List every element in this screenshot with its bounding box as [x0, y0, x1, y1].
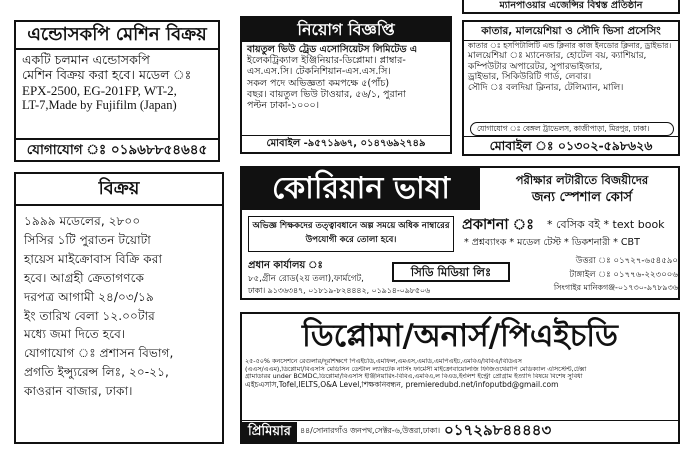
visa-line-5: সৌদি ঃ বলদিয়া ক্লিনার, টেলিম্যান, মালি।: [468, 82, 624, 93]
endoscopy-model-1: EPX-2500, EG-201FP, WT-2,: [22, 82, 177, 98]
sale-ad: [14, 172, 224, 444]
korean-branch-1: উত্তরা ঃ ০১৭২৭-৬৫৪৫৯০: [575, 256, 678, 266]
korean-books-line-2: * প্রশ্নব্যাংক * মডেল টেস্ট * ডিকশনারী * CBT: [464, 237, 640, 248]
sale-line-1: ১৯৯৯ মডেলের, ২৮০০: [24, 214, 141, 228]
top-strip-text: ম্যানপাওয়ার এজেন্সির বিশ্বস্ত প্রতিষ্ঠান: [499, 0, 643, 11]
visa-line-2: মালয়েশিয়া ঃ ম্যানেজার, হোটেল বয়, ক্যাশিয়ার,: [468, 50, 647, 61]
korean-office-address: ৮৫,গ্রীন রোড(২য় তলা),ফার্মগেট,: [248, 274, 364, 284]
diploma-title: ডিপ্লোমা/অনার্স/পিএইচডি: [242, 314, 678, 358]
korean-publication-label: প্রকাশনা ঃ: [462, 217, 534, 233]
endoscopy-line-2: মেশিন বিক্রয় করা হবে। মডেল ঃ: [22, 66, 192, 82]
diploma-footer-phone: ০১৭২৯৮৪৪৪৪৩: [444, 421, 552, 439]
recruitment-line-3: এস.এস.সি। টেকনিশিয়ান-এস.এস.সি।: [247, 66, 391, 78]
endoscopy-line-1: একটি চলমান এন্ডোসকপি: [22, 52, 150, 67]
diploma-line-2: (এএস/এএম),ডিপ্লোমা/বিএসসি মেডিসিন ডেন্টাল ল্যাবটেক নার্সিং ফার্মেসী মাইক্রোবায়োলজি ফিজিওথেরাপি মেডিক্যাল এসিস্টেন্ট,টেক্সা: [245, 365, 587, 373]
visa-line-1: কাতার ঃ হসপিটালিটি এন্ড ক্লিনার কাজ ইনডোর ক্লিনার, ড্রাইভার।: [468, 41, 672, 50]
visa-ad: [462, 20, 680, 156]
recruitment-line-1: বায়তুল ভিউ ট্রেড এসোসিয়েটস লিমিটেড এ: [247, 44, 418, 55]
diploma-line-3: গ্রামাডারর under BCMDC,ডিপ্লোমা/বিএসসি ইঞ্জিনিয়ারিং-বিবিএ,এমবিএ,ল বিএড,ইংলিশ ইন্ট্রো প্রোগ্রাম ইত্যাদি বিষয়ে বিশেষ সুবিধা: [245, 373, 583, 381]
diploma-line-1: ২৫-৫০% কনসেশনে রেগুলার/দূরশিক্ষণে পিএইচডি,এমফিল,এমএস,এমডি,এমপিএইচ,এমবিএ/বিবিএ/বিডিএস: [245, 358, 522, 365]
korean-tag-line-2: জন্য স্পেশাল কোর্স: [531, 190, 633, 205]
endoscopy-ad: [14, 20, 220, 162]
korean-branch-3: সিংগাইর মানিকগঞ্জ-০১৭৩০-৯৭৮৯৩৬: [553, 283, 678, 292]
sale-line-8: যোগাযোগ ঃ প্রশাসন বিভাগ,: [24, 346, 174, 361]
recruitment-mobile: মোবাইল -৯৫৭১৯৬৭, ০১৪৭৬৯২৭৪৯: [242, 135, 450, 152]
visa-mobile: মোবাইল ঃ ০১৩০২-৫৯৮৬২৬: [464, 136, 678, 154]
sale-line-10: কাওরান বাজার, ঢাকা।: [24, 384, 133, 399]
korean-branch-2: টাঙ্গাইল ঃ ০১৭৭৬-২২৩০০৬: [569, 270, 678, 280]
visa-line-3: কম্পিউটার অপারেটর, সুপারভাইজার,: [468, 61, 603, 72]
top-strip: [462, 0, 680, 14]
korean-books-line-1: * বেসিক বই * text book: [547, 218, 665, 231]
recruitment-title: নিয়োগ বিজ্ঞপ্তি: [242, 18, 450, 42]
sale-line-6: ইং তারিখ বেলা ১২.০০টার: [24, 308, 155, 323]
sale-line-9: প্রগতি ইন্স্যুরেন্স লিঃ, ২০-২১,: [24, 365, 169, 380]
korean-ad: [240, 166, 680, 300]
korean-title: কোরিয়ান ভাষা: [242, 168, 480, 210]
sale-title: বিক্রয়: [16, 174, 222, 206]
sale-line-5: দরপত্র আগামী ২৪/০৩/১৯: [24, 289, 154, 304]
recruitment-line-4: সকল পদে অভিজ্ঞতা কমপক্ষে ৫(পাঁচ): [247, 77, 390, 89]
sale-line-7: মধ্যে জমা দিতে হবে।: [24, 327, 126, 342]
recruitment-line-6: পল্টন ঢাকা-১০০০।: [247, 100, 320, 112]
korean-teacher-box: অভিজ্ঞ শিক্ষকদের তত্ত্বাবধানে অল্প সময়ে অধিক নাম্বারের উপযোগী করে তোলা হবে।: [248, 216, 454, 252]
korean-tag-line-1: পরীক্ষার লটারীতে বিজয়ীদের: [515, 173, 649, 187]
diploma-footer: [242, 420, 678, 442]
sale-line-2: সিসির ১টি পুরাতন টয়োটা: [24, 232, 151, 247]
visa-line-4: ড্রাইভার, সিকিউরিটি গার্ড, লেবার।: [468, 72, 592, 83]
recruitment-line-2: ইলেকট্রিক্যাল ইঞ্জিনিয়ার-ডিপ্লোমা। প্লাম্বার-: [247, 55, 406, 67]
endoscopy-contact: যোগাযোগ ঃ ০১৯৬৮৮৫৪৬৪৫: [16, 138, 218, 160]
endoscopy-model-2: LT-7,Made by Fujifilm (Japan): [22, 97, 177, 112]
visa-title: কাতার, মালয়েশিয়া ও সৌদি ভিসা প্রসেসিং: [464, 22, 678, 41]
sale-line-4: হবে। আগ্রহী ক্রেতাগণকে: [24, 270, 145, 285]
recruitment-line-5: বছর। বায়তুল ভিউ টাওয়ার, ৫৬/১, পুরানা: [247, 88, 406, 100]
diploma-footer-name: প্রিমিয়ার: [242, 422, 297, 442]
recruitment-ad: [240, 16, 452, 154]
sale-line-3: হায়েস মাইক্রোবাস বিক্রি করা: [24, 251, 163, 266]
korean-center-name: সিডি মিডিয়া লিঃ: [392, 262, 510, 282]
endoscopy-title: এন্ডোসকপি মেশিন বিক্রয়: [16, 22, 218, 50]
diploma-line-4: এইচএসসি,Tofel,IELTS,O&A Level,শিক্ষকনিবন্ধন, premieredubd.net/infoputbd@gmail.com: [245, 380, 559, 389]
diploma-footer-address: ৪৪/সোনারগাঁও জনপথ,সেক্টর-৬,উত্তরা,ঢাকা।: [299, 426, 441, 435]
korean-office-label: প্রধান কার্যালয় ঃ: [248, 260, 323, 271]
visa-contact-box: যোগাযোগ ঃ বেঙ্গল ট্রাভেলস, কাজীপাড়া, মিরপুর, ঢাকা।: [470, 122, 674, 136]
korean-office-city: ঢাকা। ৯১৩৬৩৪৭, ০১৮১৯-৮২৪৪৪২, ০১৯১৪-০৯৮৫০৬: [248, 286, 431, 295]
diploma-ad: [240, 312, 680, 444]
